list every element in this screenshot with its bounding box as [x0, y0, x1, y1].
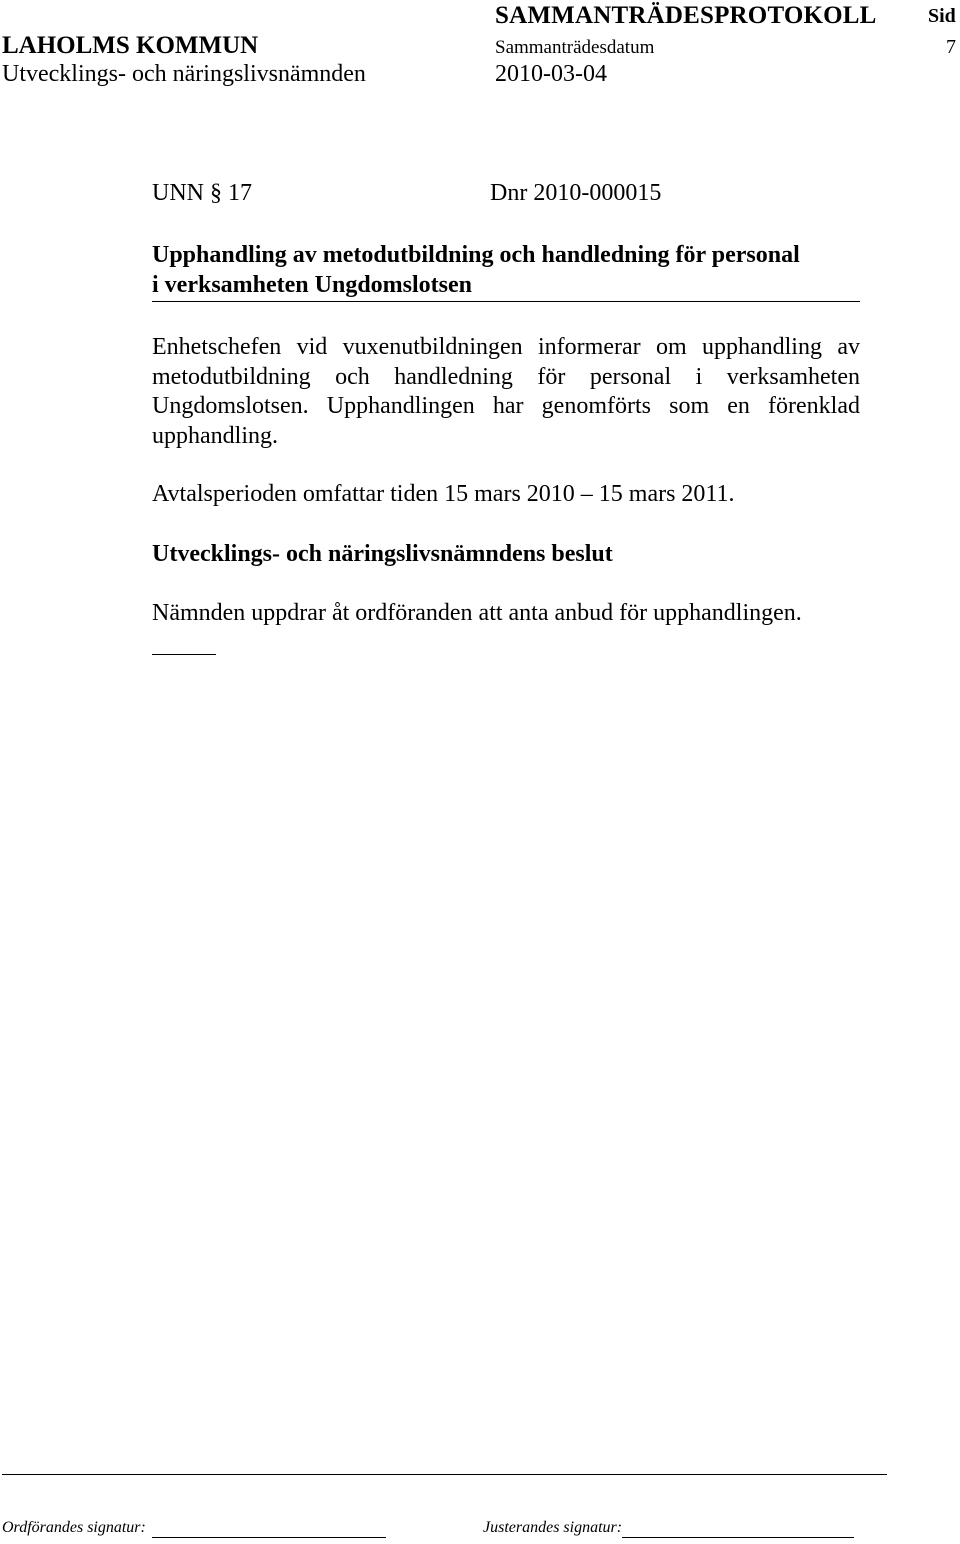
meeting-date-label: Sammanträdesdatum	[495, 37, 655, 58]
case-title-line-1: Upphandling av metodutbildning och handledning för personal	[152, 242, 800, 268]
page-label: Sid	[928, 5, 956, 27]
document-type: SAMMANTRÄDESPROTOKOLL	[495, 2, 877, 29]
paragraph-id: UNN § 17	[152, 180, 252, 206]
body-paragraph-2: Avtalsperioden omfattar tiden 15 mars 2010 – 15 mars 2011.	[152, 481, 735, 507]
decision-text: Nämnden uppdrar åt ordföranden att anta anbud för upphandlingen.	[152, 600, 802, 626]
page-number: 7	[946, 36, 956, 58]
meeting-date: 2010-03-04	[495, 61, 607, 87]
case-title	[152, 240, 860, 302]
adjuster-signature-label: Justerandes signatur:	[483, 1519, 623, 1536]
committee-name: Utvecklings- och näringslivsnämnden	[2, 61, 366, 87]
body-paragraph-1: Enhetschefen vid vuxenutbildningen informerar om upphandling av metodutbildning och handledning för personal i verksamheten Ungdomslotsen. Upphandlingen har genomförts som en förenklad upphandling.	[152, 334, 860, 449]
organization-name: LAHOLMS KOMMUN	[2, 32, 259, 59]
case-title-line-2: i verksamheten Ungdomslotsen	[152, 272, 473, 298]
chair-signature-label: Ordförandes signatur:	[2, 1519, 146, 1536]
footer-rule	[2, 1474, 887, 1475]
adjuster-signature-line	[622, 1537, 854, 1538]
decision-heading: Utvecklings- och näringslivsnämndens beslut	[152, 541, 613, 567]
end-of-section-rule	[152, 654, 216, 655]
chair-signature-line	[152, 1537, 386, 1538]
case-number: Dnr 2010-000015	[490, 180, 662, 206]
